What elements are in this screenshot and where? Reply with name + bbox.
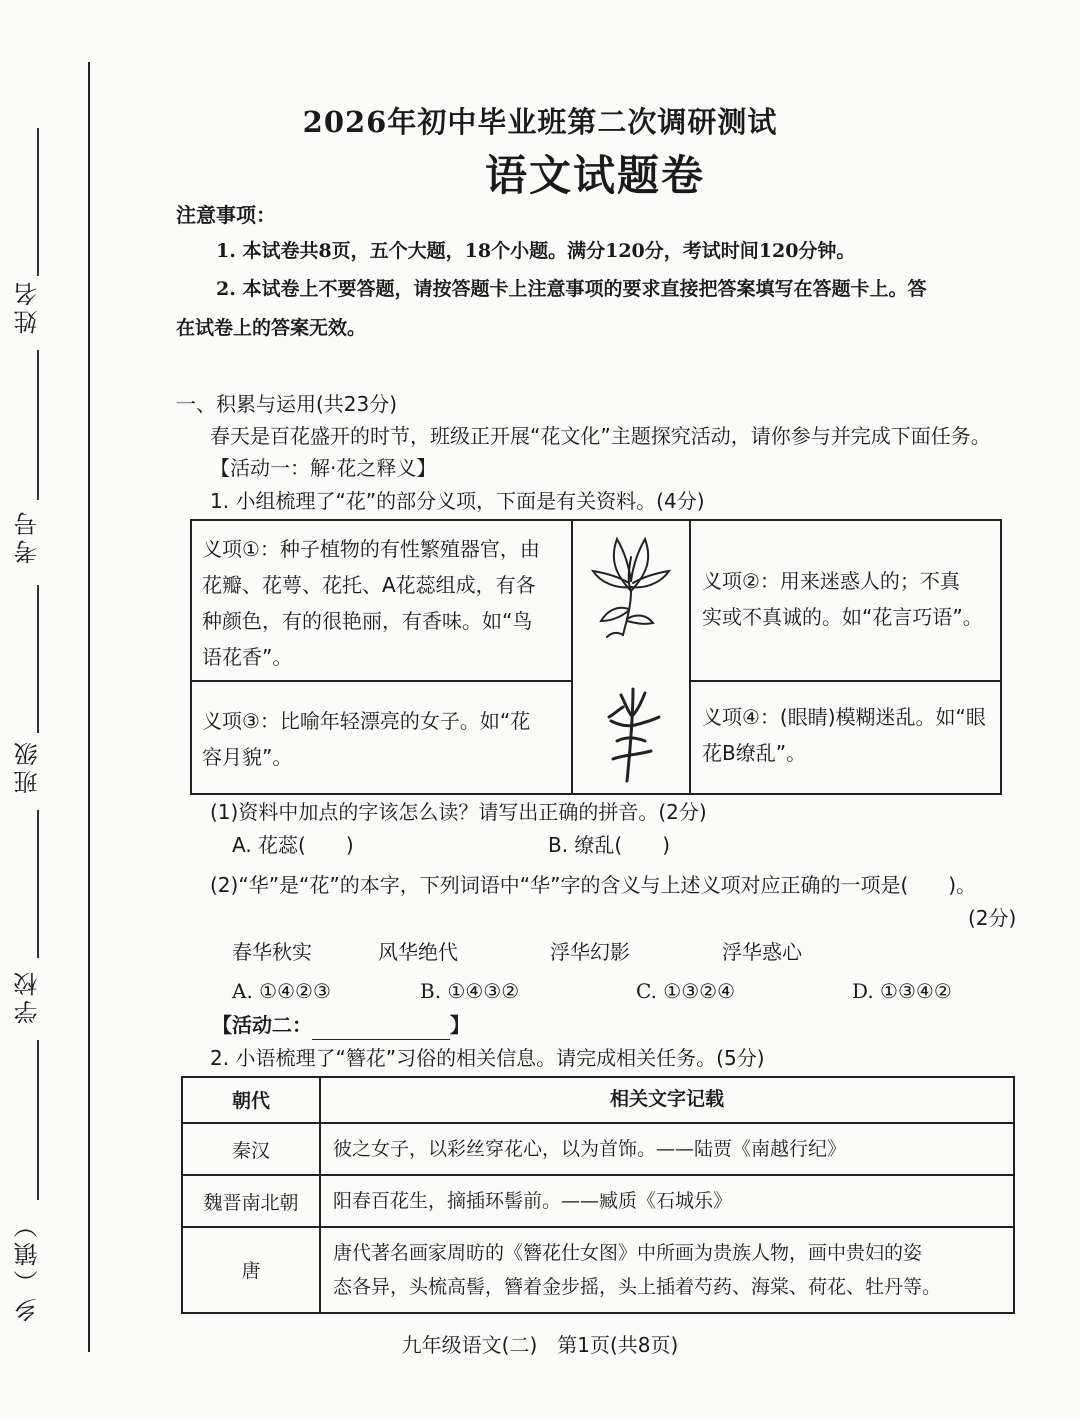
activity-two-blank	[312, 1017, 450, 1040]
flower-drawing-icon	[587, 531, 677, 641]
meaning-1-line: 种颜色，有的很艳丽，有香味。如“鸟	[202, 609, 533, 633]
question-1-2-score: (2分)	[968, 906, 1017, 930]
activity-two-heading	[212, 1010, 470, 1040]
side-label-school: 学校	[14, 968, 42, 1024]
notice-heading: 注意事项：	[176, 203, 276, 227]
side-label-name: 姓名	[14, 278, 42, 334]
binding-line	[88, 62, 90, 1352]
option-c: C. ①③②④	[636, 979, 736, 1003]
meaning-table	[190, 519, 1002, 795]
activity-two-suffix: 】	[450, 1013, 470, 1037]
side-label-exam-no: 考号	[14, 508, 42, 564]
row-dynasty: 魏晋南北朝	[203, 1192, 299, 1214]
table-divider	[689, 521, 691, 793]
row-record: 态各异，头梳高髻，簪着金步摇，头上插着芍药、海棠、荷花、牡丹等。	[333, 1276, 942, 1298]
word-1: 春华秋实	[232, 940, 312, 964]
paper-title: 语文试题卷	[484, 151, 705, 200]
option-d: D. ①③④②	[852, 979, 952, 1003]
question-1-1-option-a: A. 花蕊( )	[232, 833, 354, 857]
meaning-2-line: 实或不真诚的。如“花言巧语”。	[702, 605, 983, 629]
meaning-1	[202, 531, 540, 675]
table-divider	[183, 1226, 1013, 1228]
row-record: 唐代著名画家周昉的《簪花仕女图》中所画为贵族人物，画中贵妇的姿	[333, 1242, 923, 1264]
question-1: 1. 小组梳理了“花”的部分义项，下面是有关资料。(4分)	[210, 489, 705, 513]
page-footer: 九年级语文(二) 第1页(共8页)	[401, 1333, 679, 1357]
row-dynasty: 唐	[241, 1260, 261, 1282]
table-divider	[192, 680, 571, 682]
question-2: 2. 小语梳理了“簪花”习俗的相关信息。请完成相关任务。(5分)	[210, 1046, 765, 1070]
school-blank-line	[37, 810, 39, 958]
word-3: 浮华幻影	[550, 940, 630, 964]
activity-one-heading: 【活动一：解·花之释义】	[210, 456, 437, 480]
row-record: 阳春百花生，摘插环髻前。——臧质《石城乐》	[333, 1190, 733, 1212]
notice-item-2-cont: 在试卷上的答案无效。	[176, 317, 367, 339]
option-b: B. ①④③②	[420, 979, 520, 1003]
section-intro: 春天是百花盛开的时节，班级正开展“花文化”主题探究活动，请你参与并完成下面任务。	[210, 424, 991, 448]
meaning-3-line: 义项③：比喻年轻漂亮的女子。如“花	[202, 709, 531, 733]
meaning-3-line: 容月貌”。	[202, 745, 293, 769]
word-4: 浮华惑心	[722, 940, 802, 964]
meaning-4-line: 花B缭乱”。	[702, 741, 807, 765]
meaning-1-line: 花瓣、花萼、花托、A花蕊组成，有各	[202, 573, 536, 597]
meaning-1-line: 语花香”。	[202, 645, 293, 669]
table-divider	[571, 521, 573, 793]
notice-item-1: 1. 本试卷共8页，五个大题，18个小题。满分120分，考试时间120分钟。	[216, 240, 856, 262]
notice-item-2: 2. 本试卷上不要答题，请按答题卡上注意事项的要求直接把答案填写在答题卡上。答	[216, 278, 927, 300]
option-a: A. ①④②③	[232, 979, 331, 1003]
question-1-1: (1)资料中加点的字该怎么读？请写出正确的拼音。(2分)	[210, 800, 707, 824]
question-1-2: (2)“华”是“花”的本字，下列词语中“华”字的含义与上述义项对应正确的一项是( )。	[210, 873, 977, 897]
class-blank-line	[37, 585, 39, 733]
table-divider	[183, 1174, 1013, 1176]
row-dynasty: 秦汉	[231, 1140, 270, 1162]
meaning-4-line: 义项④：(眼睛)模糊迷乱。如“眼	[702, 705, 986, 729]
meaning-1-line: 义项①：种子植物的有性繁殖器官，由	[202, 537, 540, 561]
meaning-2	[702, 563, 983, 635]
question-1-1-option-b: B. 缭乱( )	[548, 833, 671, 857]
hairpin-flower-table	[181, 1076, 1015, 1314]
activity-two-prefix: 【活动二：	[212, 1013, 312, 1037]
town-blank-line	[37, 1040, 39, 1200]
meaning-2-line: 义项②：用来迷惑人的；不真	[702, 569, 960, 593]
meaning-4	[702, 699, 986, 771]
section-heading: 一、积累与运用(共23分)	[176, 392, 398, 416]
exam-title: 2026年初中毕业班第二次调研测试	[302, 105, 778, 139]
side-label-town: 乡（镇）	[14, 1210, 42, 1322]
column-header-records: 相关文字记载	[609, 1088, 724, 1110]
table-divider	[183, 1122, 1013, 1124]
meaning-3	[202, 703, 530, 775]
table-divider	[689, 680, 1002, 682]
exam-no-blank-line	[37, 350, 39, 500]
column-header-dynasty: 朝代	[231, 1090, 270, 1112]
row-record: 彼之女子，以彩丝穿花心，以为首饰。——陆贾《南越行纪》	[333, 1138, 847, 1160]
side-label-class: 班级	[14, 738, 42, 794]
word-2: 风华绝代	[378, 940, 458, 964]
ancient-script-character-icon	[597, 681, 667, 791]
